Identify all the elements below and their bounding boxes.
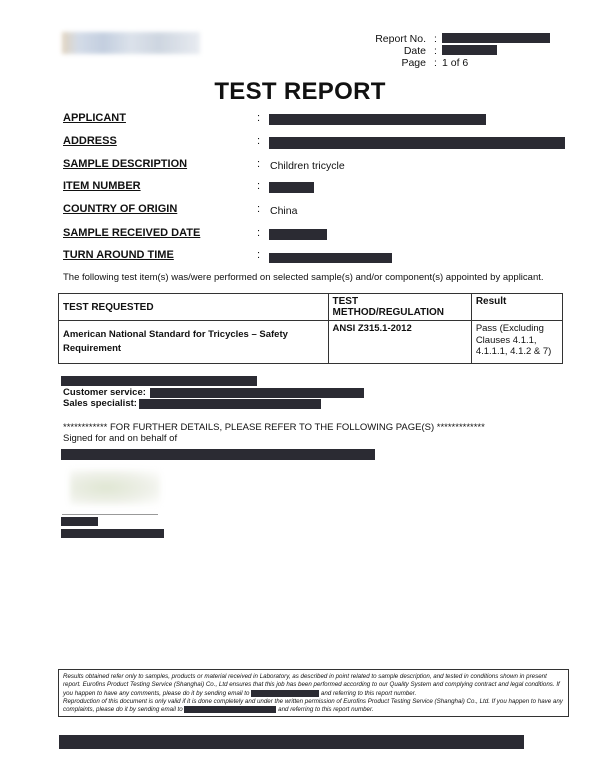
page-title: TEST REPORT [214, 78, 386, 105]
table-header-result: Result [471, 294, 562, 321]
table-cell-method: ANSI Z315.1-2012 [328, 321, 471, 364]
signature-image [70, 470, 160, 505]
field-colon: : [257, 203, 261, 215]
applicant-redacted [269, 114, 486, 125]
footer-text-4: and referring to this report number. [278, 706, 374, 714]
table-header-test: TEST REQUESTED [59, 294, 329, 321]
field-colon: : [257, 227, 261, 239]
signed-text: Signed for and on behalf of [63, 433, 178, 444]
further-details-text: ************ FOR FURTHER DETAILS, PLEASE REFER TO THE FOLLOWING PAGE(S) ************* [63, 422, 485, 433]
contact-company-redacted [61, 376, 257, 386]
report-no-label: Report No. [375, 33, 426, 45]
item-number-redacted [269, 182, 314, 193]
company-logo [62, 32, 200, 54]
table-cell-test: American National Standard for Tricycles – Safety Requirement [59, 321, 329, 364]
sales-specialist-label: Sales specialist: [63, 398, 137, 409]
field-colon: : [257, 180, 261, 192]
test-results-table [58, 293, 563, 364]
signer-name-redacted [61, 517, 98, 526]
report-no-redacted [442, 33, 550, 43]
page-label: Page [401, 57, 426, 69]
customer-service-label: Customer service: [63, 387, 146, 398]
field-colon: : [257, 158, 261, 170]
footer-text-3: Reproduction of this document is only valid if it is done completely and under the written permission of Eurofins Product Testing Service (Shanghai) Co., Ltd. If you happen to have any complaints, please do it by sending email to [63, 698, 563, 714]
table-header-method: TEST METHOD/REGULATION [328, 294, 471, 321]
bottom-address-redacted [59, 735, 524, 749]
header-colon: : [434, 45, 437, 57]
header-colon: : [434, 33, 437, 45]
signer-title-redacted [61, 529, 164, 538]
date-redacted [442, 45, 497, 55]
address-redacted [269, 137, 565, 149]
turn-around-time-label: TURN AROUND TIME [63, 249, 174, 261]
field-colon: : [257, 135, 261, 147]
footer-email-redacted [251, 690, 319, 697]
table-row [59, 321, 563, 364]
field-colon: : [257, 112, 261, 124]
date-label: Date [403, 45, 426, 57]
sample-description-value: Children tricycle [270, 160, 345, 172]
field-colon: : [257, 249, 261, 261]
footer-disclaimer [58, 669, 569, 717]
table-header-row [59, 294, 563, 321]
header-colon: : [434, 57, 437, 69]
applicant-label: APPLICANT [63, 112, 126, 124]
sample-description-label: SAMPLE DESCRIPTION [63, 158, 188, 170]
item-number-label: ITEM NUMBER [63, 180, 141, 192]
country-of-origin-value: China [270, 205, 298, 217]
country-of-origin-label: COUNTRY OF ORIGIN [63, 203, 178, 215]
intro-text: The following test item(s) was/were performed on selected sample(s) and/or component(s) appointed by applicant. [63, 272, 544, 283]
signer-company-redacted [61, 449, 375, 460]
sample-received-date-redacted [269, 229, 327, 240]
page-value: 1 of 6 [442, 57, 469, 69]
sample-received-date-label: SAMPLE RECEIVED DATE [63, 227, 201, 239]
footer-text-1: Results obtained refer only to samples, products or material received in Laboratory, as described in point related to sample description, and tested in conditions shown in present report. Eurofins Product Testing Service (Shanghai) Co., Ltd ensures that this job has been performed according to our Quality System and complying contract and legal conditions. If you happen to have any comments, please do it by sending email to [63, 673, 560, 697]
sales-specialist-redacted [139, 399, 321, 409]
table-cell-result: Pass (Excluding Clauses 4.1.1, 4.1.1.1, 4.1.2 & 7) [471, 321, 562, 364]
signature-line [62, 514, 158, 515]
footer-text-2: and referring to this report number. [320, 689, 417, 697]
address-label: ADDRESS [63, 135, 117, 147]
turn-around-time-redacted [269, 253, 392, 263]
customer-service-redacted [150, 388, 364, 398]
footer-email-redacted [184, 706, 276, 713]
